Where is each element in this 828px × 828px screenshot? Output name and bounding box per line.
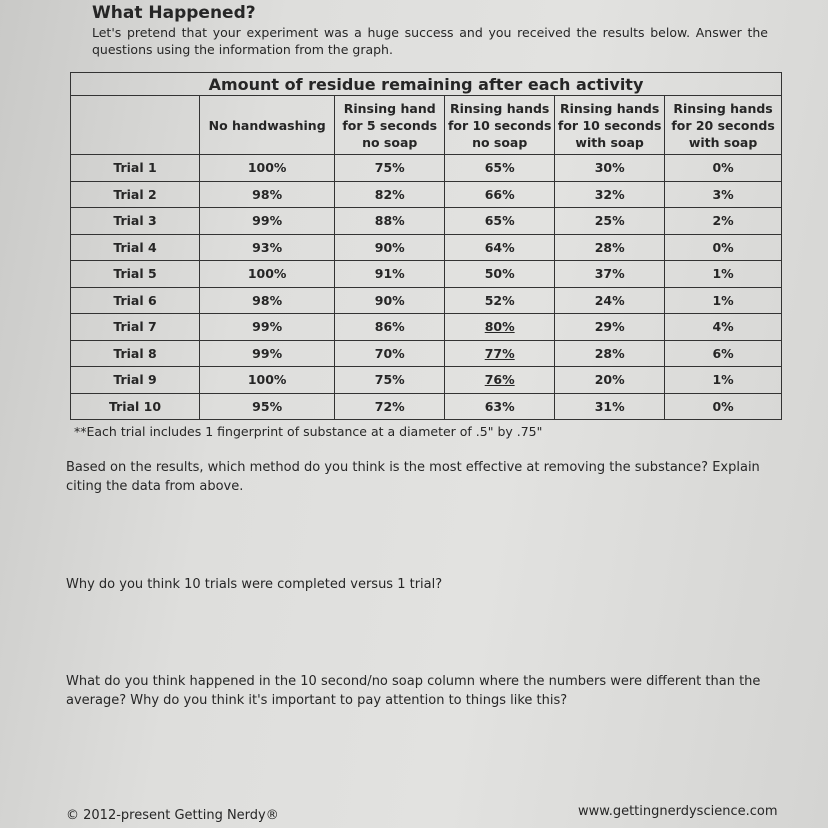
- table-cell: [200, 393, 335, 420]
- table-row: [71, 367, 782, 394]
- trial-label: Trial 8: [71, 340, 200, 367]
- table-cell: [555, 287, 665, 314]
- cell-value: 0%: [712, 398, 734, 414]
- table-cell: [555, 181, 665, 208]
- table-cell: [555, 393, 665, 420]
- cell-value: 75%: [374, 372, 405, 388]
- table-row: [71, 340, 782, 367]
- website-url: www.gettingnerdyscience.com: [578, 804, 778, 819]
- table-cell: [445, 261, 555, 288]
- trial-label: Trial 10: [71, 393, 200, 420]
- column-header: Rinsing hand for 5 seconds no soap: [335, 96, 445, 155]
- section-title: What Happened?: [92, 3, 256, 23]
- table-cell: [335, 340, 445, 367]
- cell-value: 29%: [594, 319, 625, 335]
- table-cell: [665, 234, 782, 261]
- table-cell: [445, 234, 555, 261]
- table-row: [71, 314, 782, 341]
- table-cell: [665, 208, 782, 235]
- cell-value: 76%: [484, 372, 515, 388]
- cell-value: 1%: [712, 266, 734, 282]
- cell-value: 86%: [374, 319, 405, 335]
- table-row: [71, 261, 782, 288]
- table-footnote: **Each trial includes 1 fingerprint of substance at a diameter of .5" by .75": [74, 424, 543, 439]
- table-cell: [555, 208, 665, 235]
- table-cell: [445, 367, 555, 394]
- table-cell: [555, 155, 665, 182]
- table-cell: [555, 234, 665, 261]
- table-cell: [665, 261, 782, 288]
- table-cell: [335, 155, 445, 182]
- table-cell: [335, 181, 445, 208]
- question-2: Why do you think 10 trials were completed versus 1 trial?: [66, 577, 443, 592]
- cell-value: 25%: [594, 213, 625, 229]
- table-cell: [555, 261, 665, 288]
- cell-value: 98%: [252, 186, 283, 202]
- cell-value: 80%: [484, 319, 515, 335]
- table-cell: [445, 155, 555, 182]
- cell-value: 65%: [484, 213, 515, 229]
- cell-value: 0%: [712, 239, 734, 255]
- cell-value: 100%: [247, 160, 287, 176]
- table-cell: [445, 393, 555, 420]
- table-cell: [200, 155, 335, 182]
- table-row: [71, 393, 782, 420]
- cell-value: 32%: [594, 186, 625, 202]
- cell-value: 77%: [484, 345, 515, 361]
- table-caption: Amount of residue remaining after each activity: [71, 73, 782, 96]
- trial-label: Trial 7: [71, 314, 200, 341]
- column-header: Rinsing hands for 10 seconds with soap: [555, 96, 665, 155]
- cell-value: 82%: [374, 186, 405, 202]
- cell-value: 75%: [374, 160, 405, 176]
- table-cell: [200, 367, 335, 394]
- cell-value: 1%: [712, 292, 734, 308]
- cell-value: 99%: [252, 213, 283, 229]
- cell-value: 31%: [594, 398, 625, 414]
- cell-value: 100%: [247, 372, 287, 388]
- table-cell: [335, 208, 445, 235]
- trial-label: Trial 1: [71, 155, 200, 182]
- cell-value: 30%: [594, 160, 625, 176]
- results-table: [70, 72, 782, 420]
- table-row: [71, 287, 782, 314]
- trial-label: Trial 5: [71, 261, 200, 288]
- column-header: Rinsing hands for 20 seconds with soap: [665, 96, 782, 155]
- table-cell: [555, 340, 665, 367]
- table-cell: [665, 287, 782, 314]
- table-cell: [200, 261, 335, 288]
- cell-value: 20%: [594, 372, 625, 388]
- table-cell: [665, 181, 782, 208]
- table-cell: [665, 340, 782, 367]
- table-cell: [665, 314, 782, 341]
- cell-value: 99%: [252, 319, 283, 335]
- table-cell: [335, 314, 445, 341]
- cell-value: 4%: [712, 319, 734, 335]
- cell-value: 28%: [594, 345, 625, 361]
- cell-value: 0%: [712, 160, 734, 176]
- table-cell: [200, 314, 335, 341]
- cell-value: 64%: [484, 239, 515, 255]
- table-cell: [335, 261, 445, 288]
- cell-value: 93%: [252, 239, 283, 255]
- table-cell: [335, 367, 445, 394]
- trial-label: Trial 6: [71, 287, 200, 314]
- cell-value: 2%: [712, 213, 734, 229]
- table-cell: [335, 393, 445, 420]
- cell-value: 28%: [594, 239, 625, 255]
- question-1: Based on the results, which method do you think is the most effective at removing the substance? Explain citing the data from above.: [66, 460, 760, 494]
- table-cell: [445, 287, 555, 314]
- table-row: [71, 155, 782, 182]
- table-cell: [555, 367, 665, 394]
- table-cell: [445, 208, 555, 235]
- column-header: [71, 96, 200, 155]
- table-cell: [445, 340, 555, 367]
- cell-value: 98%: [252, 292, 283, 308]
- table-cell: [200, 181, 335, 208]
- trial-label: Trial 2: [71, 181, 200, 208]
- cell-value: 99%: [252, 345, 283, 361]
- table-cell: [200, 340, 335, 367]
- table-cell: [200, 234, 335, 261]
- cell-value: 6%: [712, 345, 734, 361]
- trial-label: Trial 9: [71, 367, 200, 394]
- cell-value: 95%: [252, 398, 283, 414]
- table-row: [71, 208, 782, 235]
- trial-label: Trial 3: [71, 208, 200, 235]
- table-cell: [665, 367, 782, 394]
- table-cell: [200, 287, 335, 314]
- cell-value: 90%: [374, 239, 405, 255]
- cell-value: 100%: [247, 266, 287, 282]
- column-header: Rinsing hands for 10 seconds no soap: [445, 96, 555, 155]
- column-header: No handwashing: [200, 96, 335, 155]
- cell-value: 66%: [484, 186, 515, 202]
- cell-value: 72%: [374, 398, 405, 414]
- table-row: [71, 181, 782, 208]
- copyright: © 2012-present Getting Nerdy®: [66, 808, 279, 823]
- table-cell: [445, 181, 555, 208]
- intro-text: Let's pretend that your experiment was a huge success and you received the results below. Answer the questions using the information from the graph.: [92, 25, 768, 57]
- cell-value: 91%: [374, 266, 405, 282]
- cell-value: 3%: [712, 186, 734, 202]
- table-cell: [555, 314, 665, 341]
- cell-value: 88%: [374, 213, 405, 229]
- cell-value: 24%: [594, 292, 625, 308]
- question-3: What do you think happened in the 10 second/no soap column where the numbers were different than the average? Why do you think it's important to pay attention to things like this?: [66, 674, 761, 708]
- table-cell: [665, 393, 782, 420]
- trial-label: Trial 4: [71, 234, 200, 261]
- table-cell: [445, 314, 555, 341]
- cell-value: 1%: [712, 372, 734, 388]
- table-cell: [200, 208, 335, 235]
- table-cell: [335, 287, 445, 314]
- cell-value: 90%: [374, 292, 405, 308]
- cell-value: 70%: [374, 345, 405, 361]
- cell-value: 37%: [594, 266, 625, 282]
- cell-value: 65%: [484, 160, 515, 176]
- table-row: [71, 234, 782, 261]
- table-cell: [335, 234, 445, 261]
- cell-value: 63%: [484, 398, 515, 414]
- table-cell: [665, 155, 782, 182]
- cell-value: 50%: [484, 266, 515, 282]
- cell-value: 52%: [484, 292, 515, 308]
